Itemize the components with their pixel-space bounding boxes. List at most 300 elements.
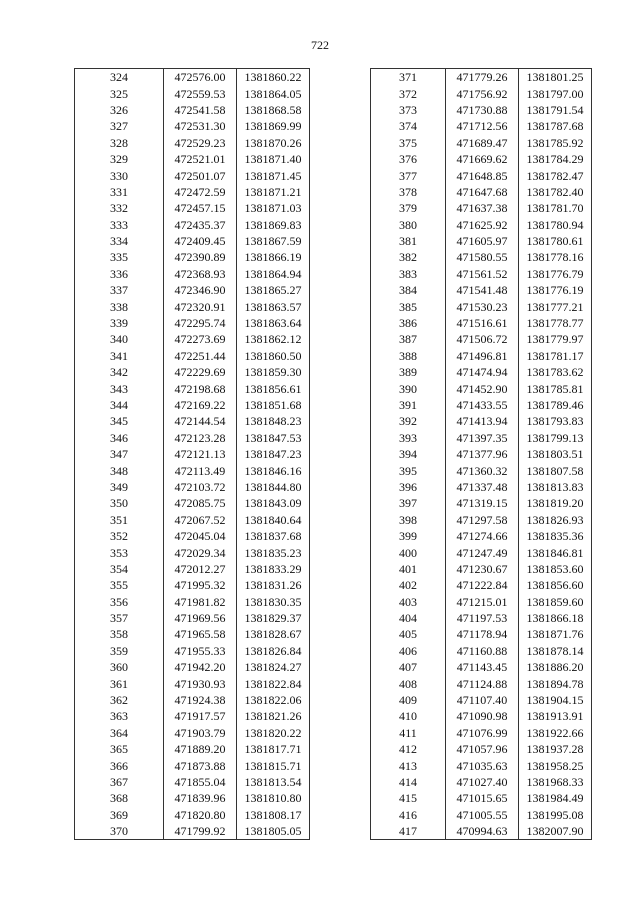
x-coordinate-cell: 471648.85 <box>446 167 519 183</box>
table-row <box>371 249 592 265</box>
table-row <box>75 528 310 544</box>
point-number-cell: 360 <box>75 659 164 675</box>
table-row <box>371 479 592 495</box>
y-coordinate-cell: 1381826.93 <box>519 512 592 528</box>
x-coordinate-cell: 471197.53 <box>446 610 519 626</box>
table-row <box>75 594 310 610</box>
table-row <box>371 135 592 151</box>
y-coordinate-cell: 1381784.29 <box>519 151 592 167</box>
x-coordinate-cell: 471452.90 <box>446 380 519 396</box>
point-number-cell: 377 <box>371 167 446 183</box>
table-row <box>371 364 592 380</box>
x-coordinate-cell: 471297.58 <box>446 512 519 528</box>
y-coordinate-cell: 1381878.14 <box>519 643 592 659</box>
x-coordinate-cell: 471230.67 <box>446 561 519 577</box>
x-coordinate-cell: 471337.48 <box>446 479 519 495</box>
y-coordinate-cell: 1381787.68 <box>519 118 592 134</box>
x-coordinate-cell: 471689.47 <box>446 135 519 151</box>
y-coordinate-cell: 1381799.13 <box>519 430 592 446</box>
x-coordinate-cell: 471015.65 <box>446 790 519 806</box>
y-coordinate-cell: 1381984.49 <box>519 790 592 806</box>
point-number-cell: 397 <box>371 495 446 511</box>
point-number-cell: 388 <box>371 348 446 364</box>
y-coordinate-cell: 1381843.09 <box>237 495 310 511</box>
point-number-cell: 382 <box>371 249 446 265</box>
table-row <box>75 495 310 511</box>
y-coordinate-cell: 1381846.16 <box>237 462 310 478</box>
coordinate-table-left <box>74 68 310 840</box>
x-coordinate-cell: 472320.91 <box>164 298 237 314</box>
table-row <box>75 692 310 708</box>
point-number-cell: 353 <box>75 544 164 560</box>
point-number-cell: 408 <box>371 675 446 691</box>
y-coordinate-cell: 1381847.23 <box>237 446 310 462</box>
x-coordinate-cell: 472273.69 <box>164 331 237 347</box>
y-coordinate-cell: 1381894.78 <box>519 675 592 691</box>
table-row <box>371 413 592 429</box>
table-row <box>75 708 310 724</box>
table-row <box>75 446 310 462</box>
y-coordinate-cell: 1381856.61 <box>237 380 310 396</box>
point-number-cell: 369 <box>75 807 164 823</box>
x-coordinate-cell: 471124.88 <box>446 675 519 691</box>
y-coordinate-cell: 1381797.00 <box>519 85 592 101</box>
table-row <box>371 626 592 642</box>
y-coordinate-cell: 1381860.22 <box>237 69 310 86</box>
y-coordinate-cell: 1381871.40 <box>237 151 310 167</box>
y-coordinate-cell: 1381803.51 <box>519 446 592 462</box>
y-coordinate-cell: 1381829.37 <box>237 610 310 626</box>
table-row <box>371 184 592 200</box>
x-coordinate-cell: 471027.40 <box>446 774 519 790</box>
x-coordinate-cell: 471969.56 <box>164 610 237 626</box>
table-row <box>75 217 310 233</box>
x-coordinate-cell: 471433.55 <box>446 397 519 413</box>
table-row <box>371 823 592 840</box>
y-coordinate-cell: 1381783.62 <box>519 364 592 380</box>
table-row <box>75 544 310 560</box>
point-number-cell: 366 <box>75 757 164 773</box>
x-coordinate-cell: 472251.44 <box>164 348 237 364</box>
x-coordinate-cell: 471981.82 <box>164 594 237 610</box>
x-coordinate-cell: 471530.23 <box>446 298 519 314</box>
y-coordinate-cell: 1381801.25 <box>519 69 592 86</box>
y-coordinate-cell: 1381864.05 <box>237 85 310 101</box>
point-number-cell: 340 <box>75 331 164 347</box>
point-number-cell: 412 <box>371 741 446 757</box>
y-coordinate-cell: 1381869.99 <box>237 118 310 134</box>
y-coordinate-cell: 1381837.68 <box>237 528 310 544</box>
y-coordinate-cell: 1382007.90 <box>519 823 592 840</box>
y-coordinate-cell: 1381867.59 <box>237 233 310 249</box>
point-number-cell: 352 <box>75 528 164 544</box>
y-coordinate-cell: 1381776.79 <box>519 266 592 282</box>
x-coordinate-cell: 471222.84 <box>446 577 519 593</box>
table-row <box>371 528 592 544</box>
x-coordinate-cell: 471917.57 <box>164 708 237 724</box>
x-coordinate-cell: 471605.97 <box>446 233 519 249</box>
table-row <box>75 659 310 675</box>
x-coordinate-cell: 471274.66 <box>446 528 519 544</box>
point-number-cell: 387 <box>371 331 446 347</box>
x-coordinate-cell: 471730.88 <box>446 102 519 118</box>
y-coordinate-cell: 1381844.80 <box>237 479 310 495</box>
x-coordinate-cell: 472472.59 <box>164 184 237 200</box>
point-number-cell: 385 <box>371 298 446 314</box>
point-number-cell: 393 <box>371 430 446 446</box>
point-number-cell: 371 <box>371 69 446 86</box>
table-row <box>75 331 310 347</box>
table-row <box>75 397 310 413</box>
x-coordinate-cell: 471160.88 <box>446 643 519 659</box>
x-coordinate-cell: 471839.96 <box>164 790 237 806</box>
point-number-cell: 358 <box>75 626 164 642</box>
y-coordinate-cell: 1381833.29 <box>237 561 310 577</box>
y-coordinate-cell: 1381785.81 <box>519 380 592 396</box>
point-number-cell: 411 <box>371 725 446 741</box>
x-coordinate-cell: 472295.74 <box>164 315 237 331</box>
point-number-cell: 389 <box>371 364 446 380</box>
y-coordinate-cell: 1381860.50 <box>237 348 310 364</box>
x-coordinate-cell: 471107.40 <box>446 692 519 708</box>
x-coordinate-cell: 471637.38 <box>446 200 519 216</box>
y-coordinate-cell: 1381958.25 <box>519 757 592 773</box>
point-number-cell: 331 <box>75 184 164 200</box>
y-coordinate-cell: 1381886.20 <box>519 659 592 675</box>
y-coordinate-cell: 1381778.16 <box>519 249 592 265</box>
x-coordinate-cell: 472501.07 <box>164 167 237 183</box>
table-row <box>371 167 592 183</box>
table-row <box>371 69 592 86</box>
table-row <box>75 757 310 773</box>
point-number-cell: 324 <box>75 69 164 86</box>
y-coordinate-cell: 1381779.97 <box>519 331 592 347</box>
x-coordinate-cell: 471541.48 <box>446 282 519 298</box>
y-coordinate-cell: 1381777.21 <box>519 298 592 314</box>
x-coordinate-cell: 471955.33 <box>164 643 237 659</box>
y-coordinate-cell: 1381793.83 <box>519 413 592 429</box>
table-row <box>371 85 592 101</box>
point-number-cell: 396 <box>371 479 446 495</box>
point-number-cell: 410 <box>371 708 446 724</box>
y-coordinate-cell: 1381805.05 <box>237 823 310 840</box>
x-coordinate-cell: 472576.00 <box>164 69 237 86</box>
point-number-cell: 332 <box>75 200 164 216</box>
x-coordinate-cell: 472409.45 <box>164 233 237 249</box>
point-number-cell: 365 <box>75 741 164 757</box>
table-row <box>371 397 592 413</box>
y-coordinate-cell: 1381871.45 <box>237 167 310 183</box>
point-number-cell: 336 <box>75 266 164 282</box>
x-coordinate-cell: 472457.15 <box>164 200 237 216</box>
y-coordinate-cell: 1381826.84 <box>237 643 310 659</box>
x-coordinate-cell: 471247.49 <box>446 544 519 560</box>
y-coordinate-cell: 1381862.12 <box>237 331 310 347</box>
point-number-cell: 405 <box>371 626 446 642</box>
y-coordinate-cell: 1381968.33 <box>519 774 592 790</box>
point-number-cell: 403 <box>371 594 446 610</box>
y-coordinate-cell: 1381904.15 <box>519 692 592 708</box>
table-row <box>371 807 592 823</box>
y-coordinate-cell: 1381859.60 <box>519 594 592 610</box>
table-row <box>75 741 310 757</box>
point-number-cell: 392 <box>371 413 446 429</box>
point-number-cell: 363 <box>75 708 164 724</box>
x-coordinate-cell: 471516.61 <box>446 315 519 331</box>
x-coordinate-cell: 470994.63 <box>446 823 519 840</box>
table-row <box>371 790 592 806</box>
table-row <box>371 659 592 675</box>
y-coordinate-cell: 1381846.81 <box>519 544 592 560</box>
y-coordinate-cell: 1381828.67 <box>237 626 310 642</box>
table-row <box>371 462 592 478</box>
x-coordinate-cell: 472198.68 <box>164 380 237 396</box>
point-number-cell: 407 <box>371 659 446 675</box>
point-number-cell: 345 <box>75 413 164 429</box>
table-row <box>75 233 310 249</box>
point-number-cell: 348 <box>75 462 164 478</box>
table-row <box>75 479 310 495</box>
point-number-cell: 383 <box>371 266 446 282</box>
x-coordinate-cell: 472012.27 <box>164 561 237 577</box>
x-coordinate-cell: 471625.92 <box>446 217 519 233</box>
x-coordinate-cell: 471076.99 <box>446 725 519 741</box>
table-row <box>371 102 592 118</box>
table-row <box>371 741 592 757</box>
x-coordinate-cell: 471779.26 <box>446 69 519 86</box>
point-number-cell: 379 <box>371 200 446 216</box>
point-number-cell: 338 <box>75 298 164 314</box>
point-number-cell: 378 <box>371 184 446 200</box>
table-row <box>371 348 592 364</box>
table-row <box>75 462 310 478</box>
y-coordinate-cell: 1381863.57 <box>237 298 310 314</box>
x-coordinate-cell: 471855.04 <box>164 774 237 790</box>
x-coordinate-cell: 471756.92 <box>446 85 519 101</box>
x-coordinate-cell: 471005.55 <box>446 807 519 823</box>
point-number-cell: 355 <box>75 577 164 593</box>
y-coordinate-cell: 1381785.92 <box>519 135 592 151</box>
table-row <box>371 495 592 511</box>
x-coordinate-cell: 472121.13 <box>164 446 237 462</box>
table-row <box>75 184 310 200</box>
point-number-cell: 359 <box>75 643 164 659</box>
y-coordinate-cell: 1381995.08 <box>519 807 592 823</box>
point-number-cell: 401 <box>371 561 446 577</box>
point-number-cell: 373 <box>371 102 446 118</box>
table-row <box>371 315 592 331</box>
x-coordinate-cell: 471995.32 <box>164 577 237 593</box>
table-row <box>371 594 592 610</box>
point-number-cell: 350 <box>75 495 164 511</box>
y-coordinate-cell: 1381847.53 <box>237 430 310 446</box>
table-row <box>371 643 592 659</box>
x-coordinate-cell: 471215.01 <box>446 594 519 610</box>
point-number-cell: 357 <box>75 610 164 626</box>
table-row <box>371 217 592 233</box>
x-coordinate-cell: 471397.35 <box>446 430 519 446</box>
x-coordinate-cell: 472529.23 <box>164 135 237 151</box>
point-number-cell: 327 <box>75 118 164 134</box>
table-row <box>75 774 310 790</box>
point-number-cell: 356 <box>75 594 164 610</box>
y-coordinate-cell: 1381868.58 <box>237 102 310 118</box>
x-coordinate-cell: 471930.93 <box>164 675 237 691</box>
x-coordinate-cell: 472123.28 <box>164 430 237 446</box>
table-row <box>75 167 310 183</box>
point-number-cell: 415 <box>371 790 446 806</box>
y-coordinate-cell: 1381840.64 <box>237 512 310 528</box>
point-number-cell: 414 <box>371 774 446 790</box>
point-number-cell: 346 <box>75 430 164 446</box>
x-coordinate-cell: 471799.92 <box>164 823 237 840</box>
y-coordinate-cell: 1381859.30 <box>237 364 310 380</box>
point-number-cell: 374 <box>371 118 446 134</box>
y-coordinate-cell: 1381782.40 <box>519 184 592 200</box>
point-number-cell: 361 <box>75 675 164 691</box>
table-row <box>75 413 310 429</box>
x-coordinate-cell: 472346.90 <box>164 282 237 298</box>
table-row <box>75 561 310 577</box>
y-coordinate-cell: 1381863.64 <box>237 315 310 331</box>
x-coordinate-cell: 471965.58 <box>164 626 237 642</box>
x-coordinate-cell: 471506.72 <box>446 331 519 347</box>
point-number-cell: 364 <box>75 725 164 741</box>
point-number-cell: 417 <box>371 823 446 840</box>
table-row <box>75 200 310 216</box>
y-coordinate-cell: 1381807.58 <box>519 462 592 478</box>
y-coordinate-cell: 1381871.21 <box>237 184 310 200</box>
x-coordinate-cell: 471873.88 <box>164 757 237 773</box>
x-coordinate-cell: 471903.79 <box>164 725 237 741</box>
y-coordinate-cell: 1381865.27 <box>237 282 310 298</box>
point-number-cell: 370 <box>75 823 164 840</box>
point-number-cell: 391 <box>371 397 446 413</box>
x-coordinate-cell: 472521.01 <box>164 151 237 167</box>
point-number-cell: 390 <box>371 380 446 396</box>
table-row <box>75 675 310 691</box>
point-number-cell: 368 <box>75 790 164 806</box>
point-number-cell: 351 <box>75 512 164 528</box>
y-coordinate-cell: 1381789.46 <box>519 397 592 413</box>
point-number-cell: 330 <box>75 167 164 183</box>
table-row <box>75 380 310 396</box>
x-coordinate-cell: 472113.49 <box>164 462 237 478</box>
coordinate-table-right <box>370 68 592 840</box>
x-coordinate-cell: 471474.94 <box>446 364 519 380</box>
point-number-cell: 337 <box>75 282 164 298</box>
y-coordinate-cell: 1381781.70 <box>519 200 592 216</box>
point-number-cell: 362 <box>75 692 164 708</box>
point-number-cell: 399 <box>371 528 446 544</box>
table-row <box>75 249 310 265</box>
x-coordinate-cell: 472541.58 <box>164 102 237 118</box>
y-coordinate-cell: 1381853.60 <box>519 561 592 577</box>
point-number-cell: 395 <box>371 462 446 478</box>
table-row <box>371 757 592 773</box>
table-row <box>371 151 592 167</box>
page-number: 722 <box>311 38 329 52</box>
x-coordinate-cell: 472435.37 <box>164 217 237 233</box>
point-number-cell: 394 <box>371 446 446 462</box>
table-row <box>371 298 592 314</box>
table-row <box>75 430 310 446</box>
y-coordinate-cell: 1381870.26 <box>237 135 310 151</box>
y-coordinate-cell: 1381820.22 <box>237 725 310 741</box>
table-row <box>371 725 592 741</box>
point-number-cell: 328 <box>75 135 164 151</box>
y-coordinate-cell: 1381813.83 <box>519 479 592 495</box>
point-number-cell: 372 <box>371 85 446 101</box>
x-coordinate-cell: 471413.94 <box>446 413 519 429</box>
point-number-cell: 339 <box>75 315 164 331</box>
x-coordinate-cell: 472144.54 <box>164 413 237 429</box>
x-coordinate-cell: 472045.04 <box>164 528 237 544</box>
table-row <box>371 430 592 446</box>
y-coordinate-cell: 1381851.68 <box>237 397 310 413</box>
point-number-cell: 335 <box>75 249 164 265</box>
table-row <box>75 626 310 642</box>
table-row <box>75 610 310 626</box>
table-row <box>75 282 310 298</box>
table-row <box>75 512 310 528</box>
x-coordinate-cell: 471057.96 <box>446 741 519 757</box>
x-coordinate-cell: 472085.75 <box>164 495 237 511</box>
point-number-cell: 409 <box>371 692 446 708</box>
table-row <box>371 200 592 216</box>
y-coordinate-cell: 1381813.54 <box>237 774 310 790</box>
y-coordinate-cell: 1381856.60 <box>519 577 592 593</box>
point-number-cell: 398 <box>371 512 446 528</box>
y-coordinate-cell: 1381922.66 <box>519 725 592 741</box>
y-coordinate-cell: 1381848.23 <box>237 413 310 429</box>
y-coordinate-cell: 1381781.17 <box>519 348 592 364</box>
table-row <box>75 118 310 134</box>
table-row <box>75 348 310 364</box>
table-row <box>371 692 592 708</box>
x-coordinate-cell: 471090.98 <box>446 708 519 724</box>
y-coordinate-cell: 1381782.47 <box>519 167 592 183</box>
y-coordinate-cell: 1381871.76 <box>519 626 592 642</box>
point-number-cell: 344 <box>75 397 164 413</box>
point-number-cell: 416 <box>371 807 446 823</box>
table-row <box>75 298 310 314</box>
y-coordinate-cell: 1381817.71 <box>237 741 310 757</box>
table-row <box>75 643 310 659</box>
table-row <box>371 331 592 347</box>
point-number-cell: 384 <box>371 282 446 298</box>
table-row <box>371 118 592 134</box>
point-number-cell: 325 <box>75 85 164 101</box>
x-coordinate-cell: 472531.30 <box>164 118 237 134</box>
point-number-cell: 406 <box>371 643 446 659</box>
point-number-cell: 329 <box>75 151 164 167</box>
y-coordinate-cell: 1381835.23 <box>237 544 310 560</box>
x-coordinate-cell: 472229.69 <box>164 364 237 380</box>
point-number-cell: 347 <box>75 446 164 462</box>
point-number-cell: 386 <box>371 315 446 331</box>
table-row <box>75 577 310 593</box>
table-row <box>75 69 310 86</box>
y-coordinate-cell: 1381866.18 <box>519 610 592 626</box>
point-number-cell: 342 <box>75 364 164 380</box>
x-coordinate-cell: 471319.15 <box>446 495 519 511</box>
table-row <box>75 364 310 380</box>
point-number-cell: 326 <box>75 102 164 118</box>
table-row <box>75 85 310 101</box>
y-coordinate-cell: 1381808.17 <box>237 807 310 823</box>
x-coordinate-cell: 471712.56 <box>446 118 519 134</box>
